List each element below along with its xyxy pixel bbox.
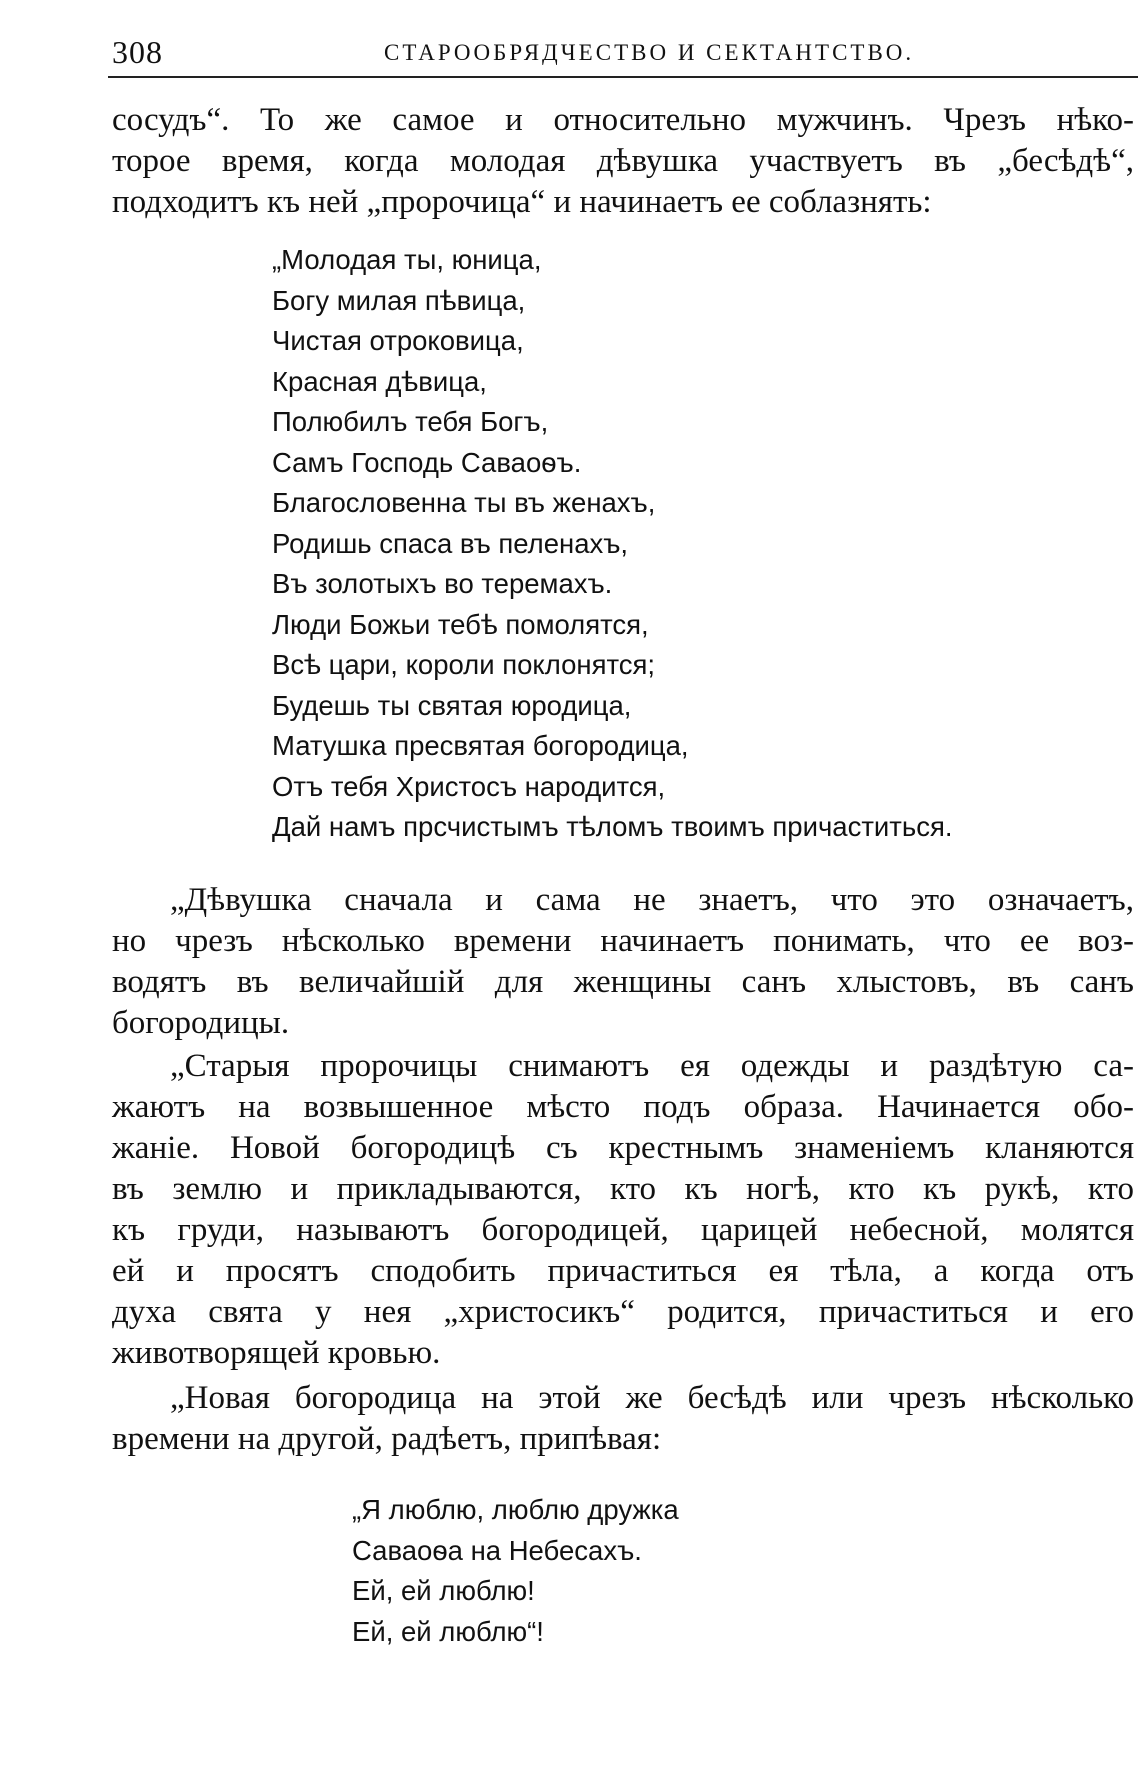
text-line: подходитъ къ ней „пророчица“ и начинаетъ ее соблазнять: xyxy=(112,184,932,220)
page-number: 308 xyxy=(112,34,163,70)
verse-line: Отъ тебя Христосъ народится, xyxy=(272,770,666,802)
text-line: духа свята у нея „христосикъ“ родится, причаститься и его xyxy=(112,1294,1134,1330)
text-line: ей и просятъ сподобить причаститься ея тѣла, а когда отъ xyxy=(112,1253,1134,1289)
verse-line: Ей, ей люблю! xyxy=(352,1575,535,1606)
text-line: но чрезъ нѣсколько времени начинаетъ понимать, что ее воз- xyxy=(112,923,1134,959)
running-title: СТАРООБРЯДЧЕСТВО И СЕКТАНТСТВО. xyxy=(384,40,915,65)
verse-line: Самъ Господь Саваоѳъ. xyxy=(272,446,582,478)
text-line: „Дѣвушка сначала и сама не знаетъ, что это означаетъ, xyxy=(170,882,1134,918)
verse-line: Богу милая пѣвица, xyxy=(272,284,526,316)
verse-line: Благословенна ты въ женахъ, xyxy=(272,487,656,518)
header-rule xyxy=(108,76,1138,78)
text-line: богородицы. xyxy=(112,1005,290,1041)
text-line: животворящей кровью. xyxy=(112,1335,441,1371)
verse-line: Дай намъ прсчистымъ тѣломъ твоимъ причаститься. xyxy=(272,811,953,842)
verse-block-1 xyxy=(272,240,953,848)
running-head xyxy=(108,34,1138,74)
verse-line: Будешь ты святая юродица, xyxy=(272,689,632,721)
verse-line: Люди Божьи тебѣ помолятся, xyxy=(272,608,649,640)
text-line: „Старыя пророчицы снимаютъ ея одежды и раздѣтую са- xyxy=(170,1048,1134,1084)
text-line: „Новая богородица на этой же бесѣдѣ или чрезъ нѣсколько xyxy=(170,1380,1134,1416)
verse-line: Всѣ цари, короли поклонятся; xyxy=(272,649,656,680)
verse-line: Родишь спаса въ пеленахъ, xyxy=(272,527,629,559)
text-line: жаніе. Новой богородицѣ съ крестнымъ знаменіемъ кланяются xyxy=(112,1130,1134,1166)
paragraph-2 xyxy=(112,880,1134,1044)
verse-line: Красная дѣвица, xyxy=(272,365,487,397)
verse-line: Ей, ей люблю“! xyxy=(352,1615,544,1647)
verse-line: Матушка пресвятая богородица, xyxy=(272,730,689,761)
verse-line: Въ золотыхъ во теремахъ. xyxy=(272,568,613,599)
intro-paragraph xyxy=(112,100,1134,223)
text-line: сосудъ“. То же самое и относительно мужчинъ. Чрезъ нѣко- xyxy=(112,102,1134,138)
paragraph-4 xyxy=(112,1378,1134,1460)
text-line: жаютъ на возвышенное мѣсто подъ образа. Начинается обо- xyxy=(112,1089,1134,1125)
text-line: времени на другой, радѣетъ, припѣвая: xyxy=(112,1421,662,1457)
verse-line: Чистая отроковица, xyxy=(272,325,524,356)
verse-line: „Я люблю, люблю дружка xyxy=(352,1494,679,1525)
text-line: къ груди, называютъ богородицей, царицей небесной, молятся xyxy=(112,1212,1134,1248)
verse-block-2 xyxy=(352,1490,679,1652)
text-line: въ землю и прикладываются, кто къ ногѣ, кто къ рукѣ, кто xyxy=(112,1171,1134,1207)
verse-line: Полюбилъ тебя Богъ, xyxy=(272,406,549,437)
text-line: торое время, когда молодая дѣвушка участвуетъ въ „бесѣдѣ“, xyxy=(112,143,1134,179)
verse-line: „Молодая ты, юница, xyxy=(272,244,542,275)
verse-line: Саваоѳа на Небесахъ. xyxy=(352,1534,642,1566)
text-line: водятъ въ величайшій для женщины санъ хлыстовъ, въ санъ xyxy=(112,964,1134,1000)
paragraph-3 xyxy=(112,1046,1134,1374)
